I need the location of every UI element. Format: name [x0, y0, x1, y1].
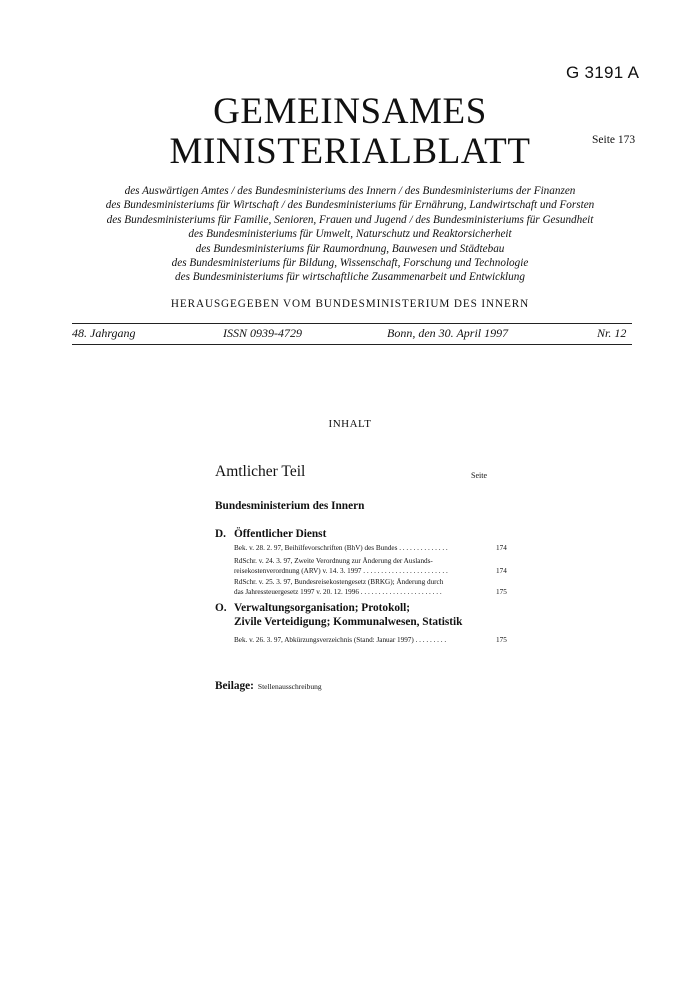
publication-code: G 3191 A	[566, 63, 640, 82]
issn: ISSN 0939-4729	[223, 326, 302, 340]
ministry-line: des Bundesministeriums für Raumordnung, Bauwesen und Städtebau	[195, 242, 505, 255]
divider-bottom	[72, 344, 632, 345]
place-date: Bonn, den 30. April 1997	[387, 326, 509, 340]
entry-text: Bek. v. 26. 3. 97, Abkürzungsverzeichnis (Stand: Januar 1997) . . . . . . . . .	[234, 636, 447, 644]
entry-text: das Jahressteuergesetz 1997 v. 20. 12. 1996 . . . . . . . . . . . . . . . . . . . . . . .	[234, 587, 442, 596]
page-column-label: Seite	[471, 471, 487, 480]
ministry-line: des Bundesministeriums für Umwelt, Naturschutz und Reaktorsicherheit	[188, 228, 512, 241]
supplement-label: Beilage:	[215, 680, 254, 692]
toc-entry	[234, 636, 507, 646]
entry-page: 174	[496, 566, 507, 575]
section-letter: O.	[215, 602, 227, 614]
entry-page: 175	[496, 636, 507, 644]
entry-text: Bek. v. 28. 2. 97, Beihilfevorschriften (BhV) des Bundes . . . . . . . . . . . . . .	[234, 544, 448, 552]
section-d	[215, 527, 495, 541]
toc-entry	[234, 544, 507, 554]
supplement-value: Stellenausschreibung	[257, 682, 322, 691]
toc-entry	[234, 578, 507, 598]
toc-entry	[234, 557, 507, 577]
page-reference: Seite 173	[592, 134, 636, 146]
ministries-list	[0, 184, 700, 285]
publisher-line: HERAUSGEGEBEN VOM BUNDESMINISTERIUM DES INNERN	[170, 298, 530, 310]
ministry-line: des Bundesministeriums für Wirtschaft / des Bundesministeriums für Ernährung, Landwirtschaft und Forsten	[105, 199, 595, 212]
title-line-1: GEMEINSAMES	[213, 91, 487, 132]
ministry-line: des Bundesministeriums für wirtschaftliche Zusammenarbeit und Entwicklung	[175, 271, 525, 284]
section-title: Zivile Verteidigung; Kommunalwesen, Statistik	[234, 616, 463, 628]
volume: 48. Jahrgang	[72, 326, 136, 340]
entry-text: RdSchr. v. 25. 3. 97, Bundesreisekostengesetz (BRKG); Änderung durch	[234, 578, 444, 586]
divider-top	[72, 323, 632, 324]
ministry-line: des Bundesministeriums für Familie, Senioren, Frauen und Jugend / des Bundesministeriums für Gesundheit	[106, 213, 594, 226]
section-title: Öffentlicher Dienst	[234, 528, 327, 540]
ministry-line: des Auswärtigen Amtes / des Bundesministeriums des Innern / des Bundesministeriums der Finanzen	[124, 185, 576, 197]
title-line-2: MINISTERIALBLATT	[169, 131, 531, 172]
supplement	[215, 676, 322, 694]
entry-text: reisekostenverordnung (ARV) v. 14. 3. 1997 . . . . . . . . . . . . . . . . . . . . . . . .	[234, 566, 448, 575]
entry-page: 175	[496, 587, 507, 596]
issue-number: Nr. 12	[597, 326, 627, 340]
entry-page: 174	[496, 544, 507, 552]
section-title: Verwaltungsorganisation; Protokoll;	[234, 602, 411, 614]
ministry-line: des Bundesministeriums für Bildung, Wissenschaft, Forschung und Technologie	[171, 257, 529, 270]
part-title: Amtlicher Teil	[215, 463, 306, 480]
entry-text: RdSchr. v. 24. 3. 97, Zweite Verordnung zur Änderung der Auslands-	[234, 557, 433, 565]
ministry-heading: Bundesministerium des Innern	[215, 500, 365, 512]
contents-heading: INHALT	[328, 418, 372, 430]
section-letter: D.	[215, 528, 226, 540]
